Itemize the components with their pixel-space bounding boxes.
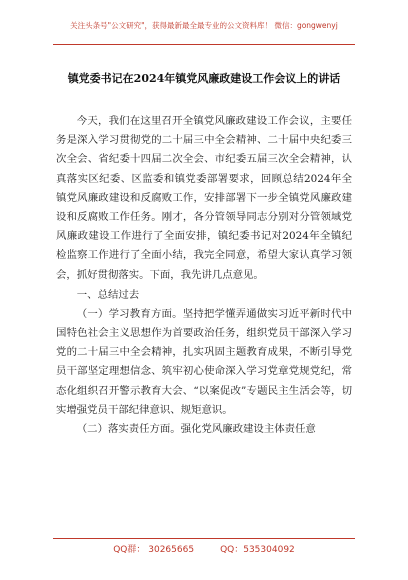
intro-paragraph: 今天，我们在这里召开全镇党风廉政建设工作会议，主要任务是深入学习贯彻党的二十届三中全会精神、二十届中央纪委三次全会、省纪委十四届二次全会、市纪委五届三次全会精神，认真落实区纪委、区监委和镇党委部署要求，回顾总结2024年全镇党风廉政建设和反腐败工作，安排部署下一步全镇党风廉政建设和反腐败工作任务。刚才，各分管领导同志分别对分管领域党风廉政建设工作进行了全面安排，镇纪委书记对2024年全镇纪检监察工作进行了全面小结，我完全同意，希望大家认真学习领会，抓好贯彻落实。下面，我先讲几点意见。: [56, 115, 352, 281]
qq-number: QQ：535304092: [220, 545, 295, 555]
qq-group-number: QQ群： 30265665: [113, 545, 195, 555]
footer-divider: [53, 538, 355, 539]
item-paragraph-2: （二）落实责任方面。强化党风廉政建设主体责任意: [76, 423, 316, 436]
header-divider: [53, 44, 355, 45]
item-paragraph-1: （一）学习教育方面。坚持把学懂弄通做实习近平新时代中国特色社会主义思想作为首要政治任务，组织党员干部深入学习党的二十届三中全会精神，扎实巩固主题教育成果，不断引导党员干部坚定理想信念、筑牢初心使命深入学习党章党规党纪，常态化组织召开警示教育大会、“以案促改”专题民主生活会等，切实增强党员干部纪律意识、规矩意识。: [56, 307, 352, 416]
header-banner: 关注头条号"公文研究"，获得最新最全最专业的公文资料库！ 微信：gongwenyj: [70, 21, 338, 30]
document-body: [56, 112, 352, 439]
footer-contact: [0, 542, 408, 555]
section-heading: 一、总结过去: [76, 288, 140, 301]
document-title: 镇党委书记在2024年镇党风廉政建设工作会议上的讲话: [67, 72, 341, 85]
